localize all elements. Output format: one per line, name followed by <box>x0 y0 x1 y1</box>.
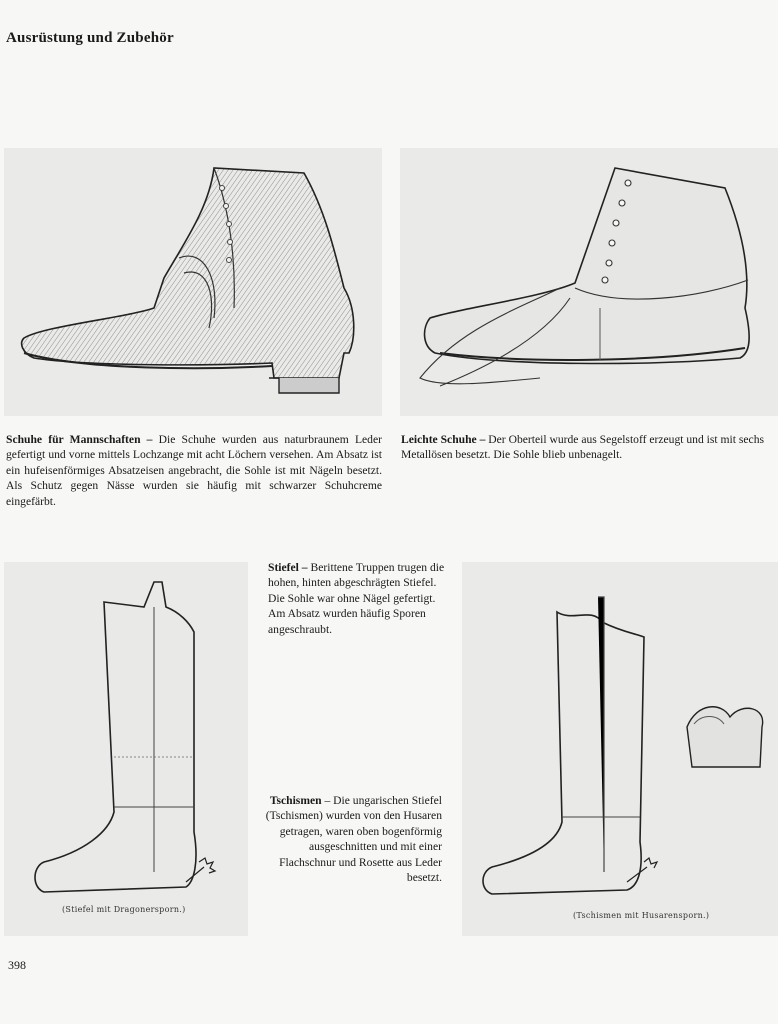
light-shoe-illustration <box>400 148 778 416</box>
caption-text: – Die ungarischen Stiefel (Tschismen) wurden von den Husaren getragen, waren oben bogenförmig ausgeschnitten und mit einer Flachschnur und Rosette aus Leder besetzt. <box>265 794 442 885</box>
caption-text: Die Schuhe wurden aus naturbraunem Leder gefertigt und vorne mittels Lochzange mit acht Löchern versehen. Am Absatz ist ein hufeisenförmiges Absatzeisen angebracht, die Sohle ist mit Nägeln besetzt. Als Schutz gegen Nässe wurden sie häufig mit schwarzer Schuhcreme eingefärbt. <box>6 433 382 508</box>
hussar-boot-illustration <box>462 562 778 936</box>
caption-tschismen <box>262 793 442 885</box>
page-number: 398 <box>8 958 26 972</box>
figure-schuhe-mannschaften <box>4 148 382 416</box>
caption-schuhe-mannschaften <box>6 432 382 509</box>
ankle-boot-illustration <box>4 148 382 416</box>
caption-text: Der Oberteil wurde aus Segelstoff erzeugt und ist mit sechs Metallösen besetzt. Die Sohle blieb unbenagelt. <box>401 433 764 462</box>
figure-tschismen <box>462 562 778 936</box>
caption-title: Leichte Schuhe – <box>401 433 486 446</box>
riding-boot-illustration <box>4 562 248 936</box>
figure-leichte-schuhe <box>400 148 778 416</box>
figure-label-tschismen: (Tschismen mit Husarensporn.) <box>573 911 710 920</box>
caption-text: Berittene Truppen trugen die hohen, hinten abgeschrägten Stiefel. Die Sohle war ohne Nägel gefertigt. Am Absatz wurden häufig Sporen angeschraubt. <box>268 561 445 636</box>
caption-title: Stiefel – <box>268 561 308 574</box>
caption-stiefel <box>268 560 453 637</box>
figure-stiefel <box>4 562 248 936</box>
caption-title: Tschismen <box>269 794 322 807</box>
caption-title: Schuhe für Mannschaften – <box>6 433 153 446</box>
figure-label-stiefel: (Stiefel mit Dragonersporn.) <box>62 905 186 914</box>
caption-leichte-schuhe <box>401 432 777 463</box>
page-header-title: Ausrüstung und Zubehör <box>6 30 174 46</box>
